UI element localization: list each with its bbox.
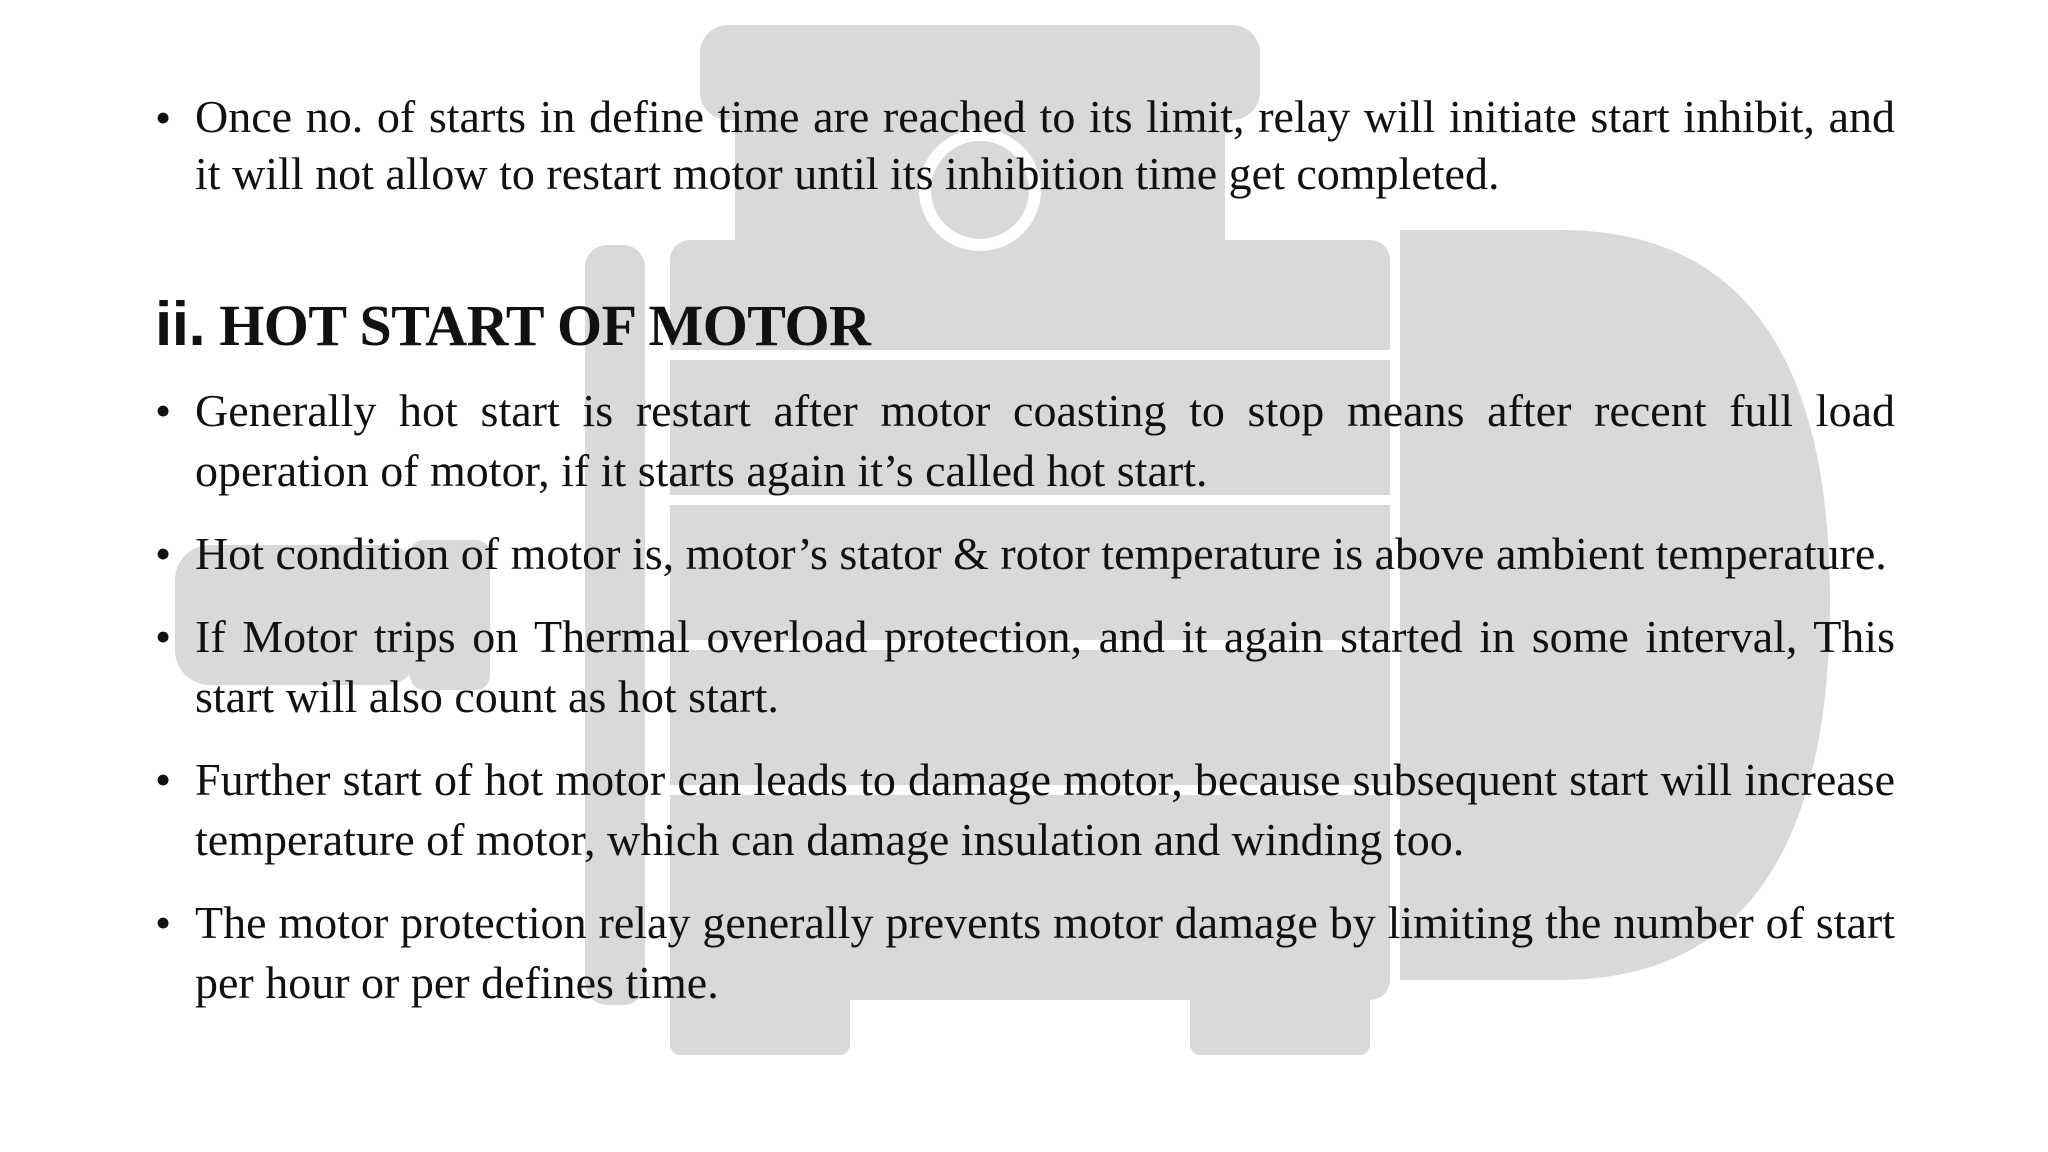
section-number: ii.: [155, 290, 206, 359]
list-item: [155, 524, 1895, 584]
list-item: [155, 750, 1895, 870]
section-heading: [155, 290, 1895, 361]
bullet-icon: •: [155, 611, 172, 662]
bullet-text: The motor protection relay generally prevents motor damage by limiting the number of start per hour or per defines time.: [195, 897, 1895, 1008]
bullet-text: Once no. of starts in define time are reached to its limit, relay will initiate start inhibit, and it will not allow to restart motor until its inhibition time get completed.: [195, 91, 1895, 199]
bullet-text: Generally hot start is restart after motor coasting to stop means after recent full load operation of motor, if it starts again it’s called hot start.: [195, 385, 1895, 496]
bullet-icon: •: [155, 92, 172, 143]
bullet-icon: •: [155, 897, 172, 948]
bullet-text: Further start of hot motor can leads to damage motor, because subsequent start will increase temperature of motor, which can damage insulation and winding too.: [195, 754, 1895, 865]
list-item: [155, 607, 1895, 727]
bullet-icon: •: [155, 754, 172, 805]
list-item: [155, 381, 1895, 501]
hot-start-bullet-list: [155, 381, 1895, 1013]
bullet-text: Hot condition of motor is, motor’s stator & rotor temperature is above ambient temperature.: [195, 528, 1887, 579]
section-title: HOT START OF MOTOR: [219, 293, 871, 358]
slide-content: [155, 88, 1895, 1013]
bullet-icon: •: [155, 385, 172, 436]
list-item: [155, 88, 1895, 202]
intro-bullet-list: [155, 88, 1895, 202]
bullet-text: If Motor trips on Thermal overload protection, and it again started in some interval, This start will also count as hot start.: [195, 611, 1895, 722]
list-item: [155, 893, 1895, 1013]
bullet-icon: •: [155, 528, 172, 579]
